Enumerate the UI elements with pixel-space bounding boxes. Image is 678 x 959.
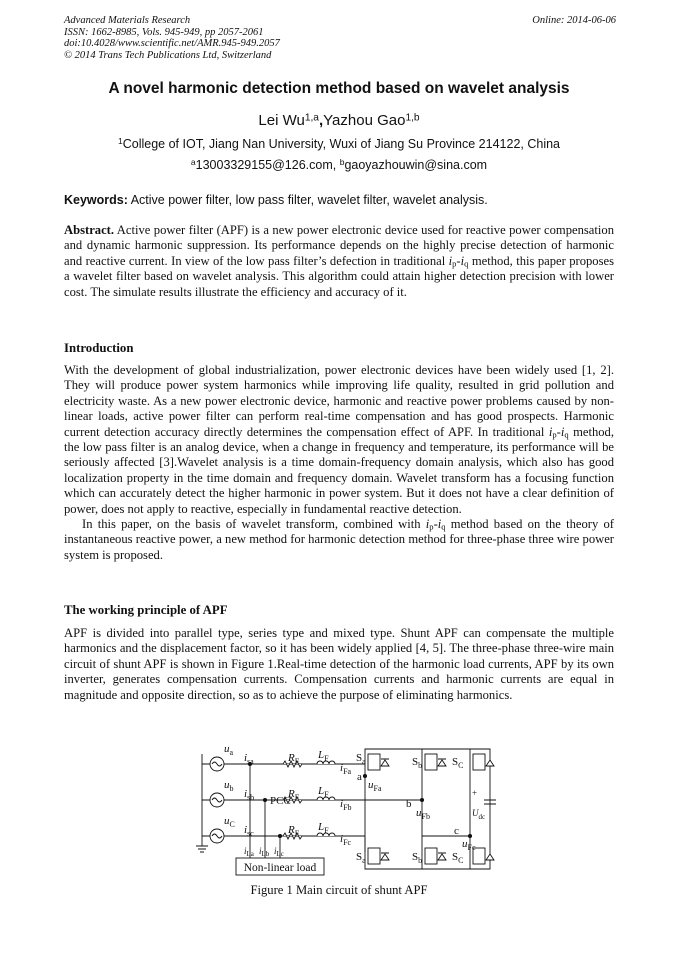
- svg-text:LF: [317, 749, 329, 763]
- label-sub: b: [229, 784, 234, 793]
- email-line: [0, 158, 678, 172]
- copyright-line: © 2014 Trans Tech Publications Ltd, Switzerland: [64, 49, 272, 61]
- svg-text:RF: [287, 824, 300, 838]
- email-a-sup: a: [190, 157, 196, 168]
- label-lf: L: [318, 785, 325, 797]
- email-a[interactable]: 13003329155@126.com,: [195, 158, 340, 172]
- label-rf: R: [288, 824, 295, 836]
- label-sub: a: [229, 748, 234, 757]
- math-i: i: [460, 253, 465, 268]
- label-non-linear-load: Non-linear load: [243, 862, 317, 874]
- math-sub: q: [464, 258, 469, 269]
- journal-header: [64, 15, 616, 61]
- author-line: [0, 112, 678, 129]
- svg-text:RF: [287, 752, 300, 766]
- intro-p2a: In this paper, on the basis of wavelet transform, combined with: [82, 517, 426, 532]
- label-sub: Fb: [343, 803, 352, 812]
- email-b-sup: b: [339, 157, 345, 168]
- svg-text:uFc: [462, 838, 476, 852]
- label-rf: R: [288, 788, 295, 800]
- author-1-sup: 1,a: [304, 112, 319, 124]
- svg-text:uC: [224, 815, 235, 829]
- intro-p1a: With the development of global industrialization, power electronic devices have been widely used [1, 2]. They will produce power system harmonics while improving life quality, resulted in grid pollution and electricity waste. As a new power electronic device, harmonic and reactive power problems caused by non-linear loads, active power filter can perform real-time compensation and has good prospects. Harmonic current detection accuracy directly determines the compensation effect of APF. In traditional: [64, 363, 614, 439]
- author-2-sup: 1,b: [405, 112, 420, 124]
- load-taps: [250, 764, 280, 858]
- label-sc-bar: S: [452, 851, 459, 863]
- label-ufc: u: [462, 838, 468, 850]
- abstract-text-1: Active power filter (APF) is a new power electronic device used for reactive power compensation and dynamic harmonic suppression. Its performance depends on the highly precise detection of harmonic and reactive current. In view of the low pass filter’s defection in traditional: [64, 223, 614, 268]
- label-isb: i: [244, 788, 248, 800]
- apf-paragraph: APF is divided into parallel type, series type and mixed type. Shunt APF can compensate the multiple harmonics and the displacement factor, so it has been widely applied [4, 5]. The three-phase three-wire main circuit of shunt APF is shown in Figure 1.Real-time detection of the harmonic load currents, APF by its own inverter, generates compensation currents. Compensation currents and harmonic currents are equal in magnitude and opposite direction, so as to achieve the purpose of eliminating harmonics.: [64, 626, 614, 702]
- abstract-label: Abstract.: [64, 223, 115, 237]
- label-sub: a: [362, 757, 366, 766]
- label-lf: L: [318, 821, 325, 833]
- label-sub: F: [324, 826, 329, 835]
- label-sub: C: [458, 856, 464, 865]
- svg-text:Udc: [472, 808, 485, 821]
- math-dash: -: [433, 517, 438, 532]
- svg-text:Sb: [412, 756, 422, 770]
- math-i: i: [437, 517, 442, 532]
- svg-text:ua: [224, 743, 234, 757]
- label-sub: dc: [478, 813, 486, 821]
- label-sub: C: [229, 820, 235, 829]
- svg-text:SC: [452, 851, 463, 865]
- keywords-label: Keywords:: [64, 193, 128, 207]
- label-sa-bar: S: [356, 851, 363, 863]
- math-i: i: [425, 517, 430, 532]
- label-sub: F: [294, 793, 300, 802]
- svg-text:LF: [317, 785, 329, 799]
- affiliation-sup: 1: [118, 136, 123, 147]
- label-ifc: i: [340, 833, 344, 845]
- label-ufb: u: [416, 807, 422, 819]
- math-dash: -: [556, 424, 561, 439]
- label-sb-bar: S: [412, 851, 419, 863]
- label-sb: S: [412, 756, 419, 768]
- svg-text:ub: [224, 779, 234, 793]
- intro-p2b: method based on the theory of instantaneous reactive power, a new method for harmonic detection method for three-phase three wire power system is proposed.: [64, 517, 614, 562]
- svg-text:uFa: [368, 779, 382, 793]
- abstract-text-2: method, this paper proposes a wavelet filter based on wavelet analysis. This algorithm could attain higher detection precision with lower cost. The simulate results illustrate the efficiency and accuracy of it.: [64, 253, 614, 299]
- label-sub: Fa: [343, 767, 352, 776]
- node-a: a: [357, 771, 362, 783]
- shunt-apf-circuit-diagram: [190, 734, 500, 882]
- intro-heading: Introduction: [64, 341, 134, 355]
- label-ufa: u: [368, 779, 374, 791]
- keywords-text: Active power filter, low pass filter, wavelet filter, wavelet analysis.: [127, 193, 488, 207]
- keywords: [64, 193, 488, 207]
- doi-line: doi:10.4028/www.scientific.net/AMR.945-949.2057: [64, 38, 280, 49]
- label-sub: b: [418, 856, 423, 865]
- label-sub: F: [324, 790, 329, 799]
- label-sc: S: [452, 756, 459, 768]
- svg-text:Sb: [412, 851, 422, 865]
- label-sub: Lc: [276, 850, 284, 858]
- math-sub: p: [429, 521, 434, 532]
- label-sub: a: [362, 856, 366, 865]
- svg-text:iLb: [259, 846, 270, 858]
- svg-text:uFb: [416, 807, 430, 821]
- online-date: Online: 2014-06-06: [532, 15, 616, 26]
- paper-title: A novel harmonic detection method based on wavelet analysis: [108, 80, 570, 97]
- svg-text:iLc: [274, 846, 284, 858]
- math-sub: p: [452, 258, 457, 269]
- label-rf: R: [288, 752, 295, 764]
- label-sa: S: [356, 752, 363, 764]
- author-sep: ,: [318, 112, 324, 129]
- label-lf: L: [318, 749, 325, 761]
- label-sub: F: [294, 829, 300, 838]
- svg-text:SC: [452, 756, 463, 770]
- intro-body: [64, 363, 614, 563]
- email-b[interactable]: gaoyazhouwin@sina.com: [344, 158, 488, 172]
- label-ifa: i: [340, 762, 344, 774]
- apf-body: [64, 626, 614, 703]
- math-dash: -: [456, 253, 461, 268]
- author-2: Yazhou Gao: [323, 112, 406, 129]
- svg-text:iFc: [340, 833, 352, 847]
- label-sub: La: [246, 850, 254, 858]
- journal-name: Advanced Materials Research: [64, 15, 191, 26]
- math-sub: q: [564, 429, 569, 440]
- apf-heading: The working principle of APF: [64, 603, 228, 617]
- svg-text:isa: [244, 752, 254, 766]
- label-uc: u: [224, 815, 230, 827]
- label-ila: i: [244, 846, 247, 856]
- node-b: b: [406, 798, 412, 810]
- intro-p1b: method, the low pass filter is an analog device, when a change in frequency and temperature, its performance will be seriously affected [3].Wavelet analysis is a time domain-frequency domain analysis, which also has good localization property in the time domain and frequency domain. Wavelet transform has a focusing function which can accurately detect the higher harmonic in power system. But it does not have a clear definition of power, does not apply to reactive, especially in fundamental reactive detection.: [64, 424, 614, 516]
- svg-text:isc: [244, 824, 254, 838]
- label-ua: u: [224, 743, 230, 755]
- math-i: i: [548, 424, 553, 439]
- label-ub: u: [224, 779, 230, 791]
- label-isa: i: [244, 752, 248, 764]
- label-ilc: i: [274, 846, 277, 856]
- svg-text:RF: [287, 788, 300, 802]
- math-sub: q: [441, 521, 446, 532]
- label-udc: U: [472, 808, 479, 818]
- svg-text:iLa: [244, 846, 255, 858]
- node-c: c: [454, 825, 459, 837]
- figure-caption: Figure 1 Main circuit of shunt APF: [250, 883, 428, 897]
- abstract: [64, 223, 614, 300]
- label-sub: C: [458, 761, 464, 770]
- svg-text:LF: [317, 821, 329, 835]
- label-sub: Fc: [343, 838, 352, 847]
- author-1: Lei Wu: [258, 112, 305, 129]
- label-isc: i: [244, 824, 248, 836]
- issn-line: ISSN: 1662-8985, Vols. 945-949, pp 2057-2061: [64, 26, 264, 38]
- label-sub: sc: [247, 829, 254, 838]
- label-plus: +: [472, 788, 478, 798]
- label-pcc: PCC: [270, 795, 291, 807]
- math-i: i: [448, 253, 453, 268]
- label-sub: Fc: [467, 843, 476, 852]
- ground-symbol: [196, 754, 208, 852]
- affiliation: [0, 137, 678, 151]
- math-sub: p: [552, 429, 557, 440]
- affiliation-text: College of IOT, Jiang Nan University, Wuxi of Jiang Su Province 214122, China: [122, 137, 560, 151]
- label-sub: F: [294, 757, 300, 766]
- label-sub: sb: [247, 793, 255, 802]
- label-sub: b: [418, 761, 423, 770]
- label-sub: Fa: [373, 784, 382, 793]
- label-sub: sa: [247, 757, 254, 766]
- math-i: i: [560, 424, 565, 439]
- svg-text:isb: [244, 788, 254, 802]
- label-ilb: i: [259, 846, 262, 856]
- label-ifb: i: [340, 798, 344, 810]
- label-sub: Fb: [421, 812, 430, 821]
- label-sub: F: [324, 754, 329, 763]
- label-sub: Lb: [261, 850, 270, 858]
